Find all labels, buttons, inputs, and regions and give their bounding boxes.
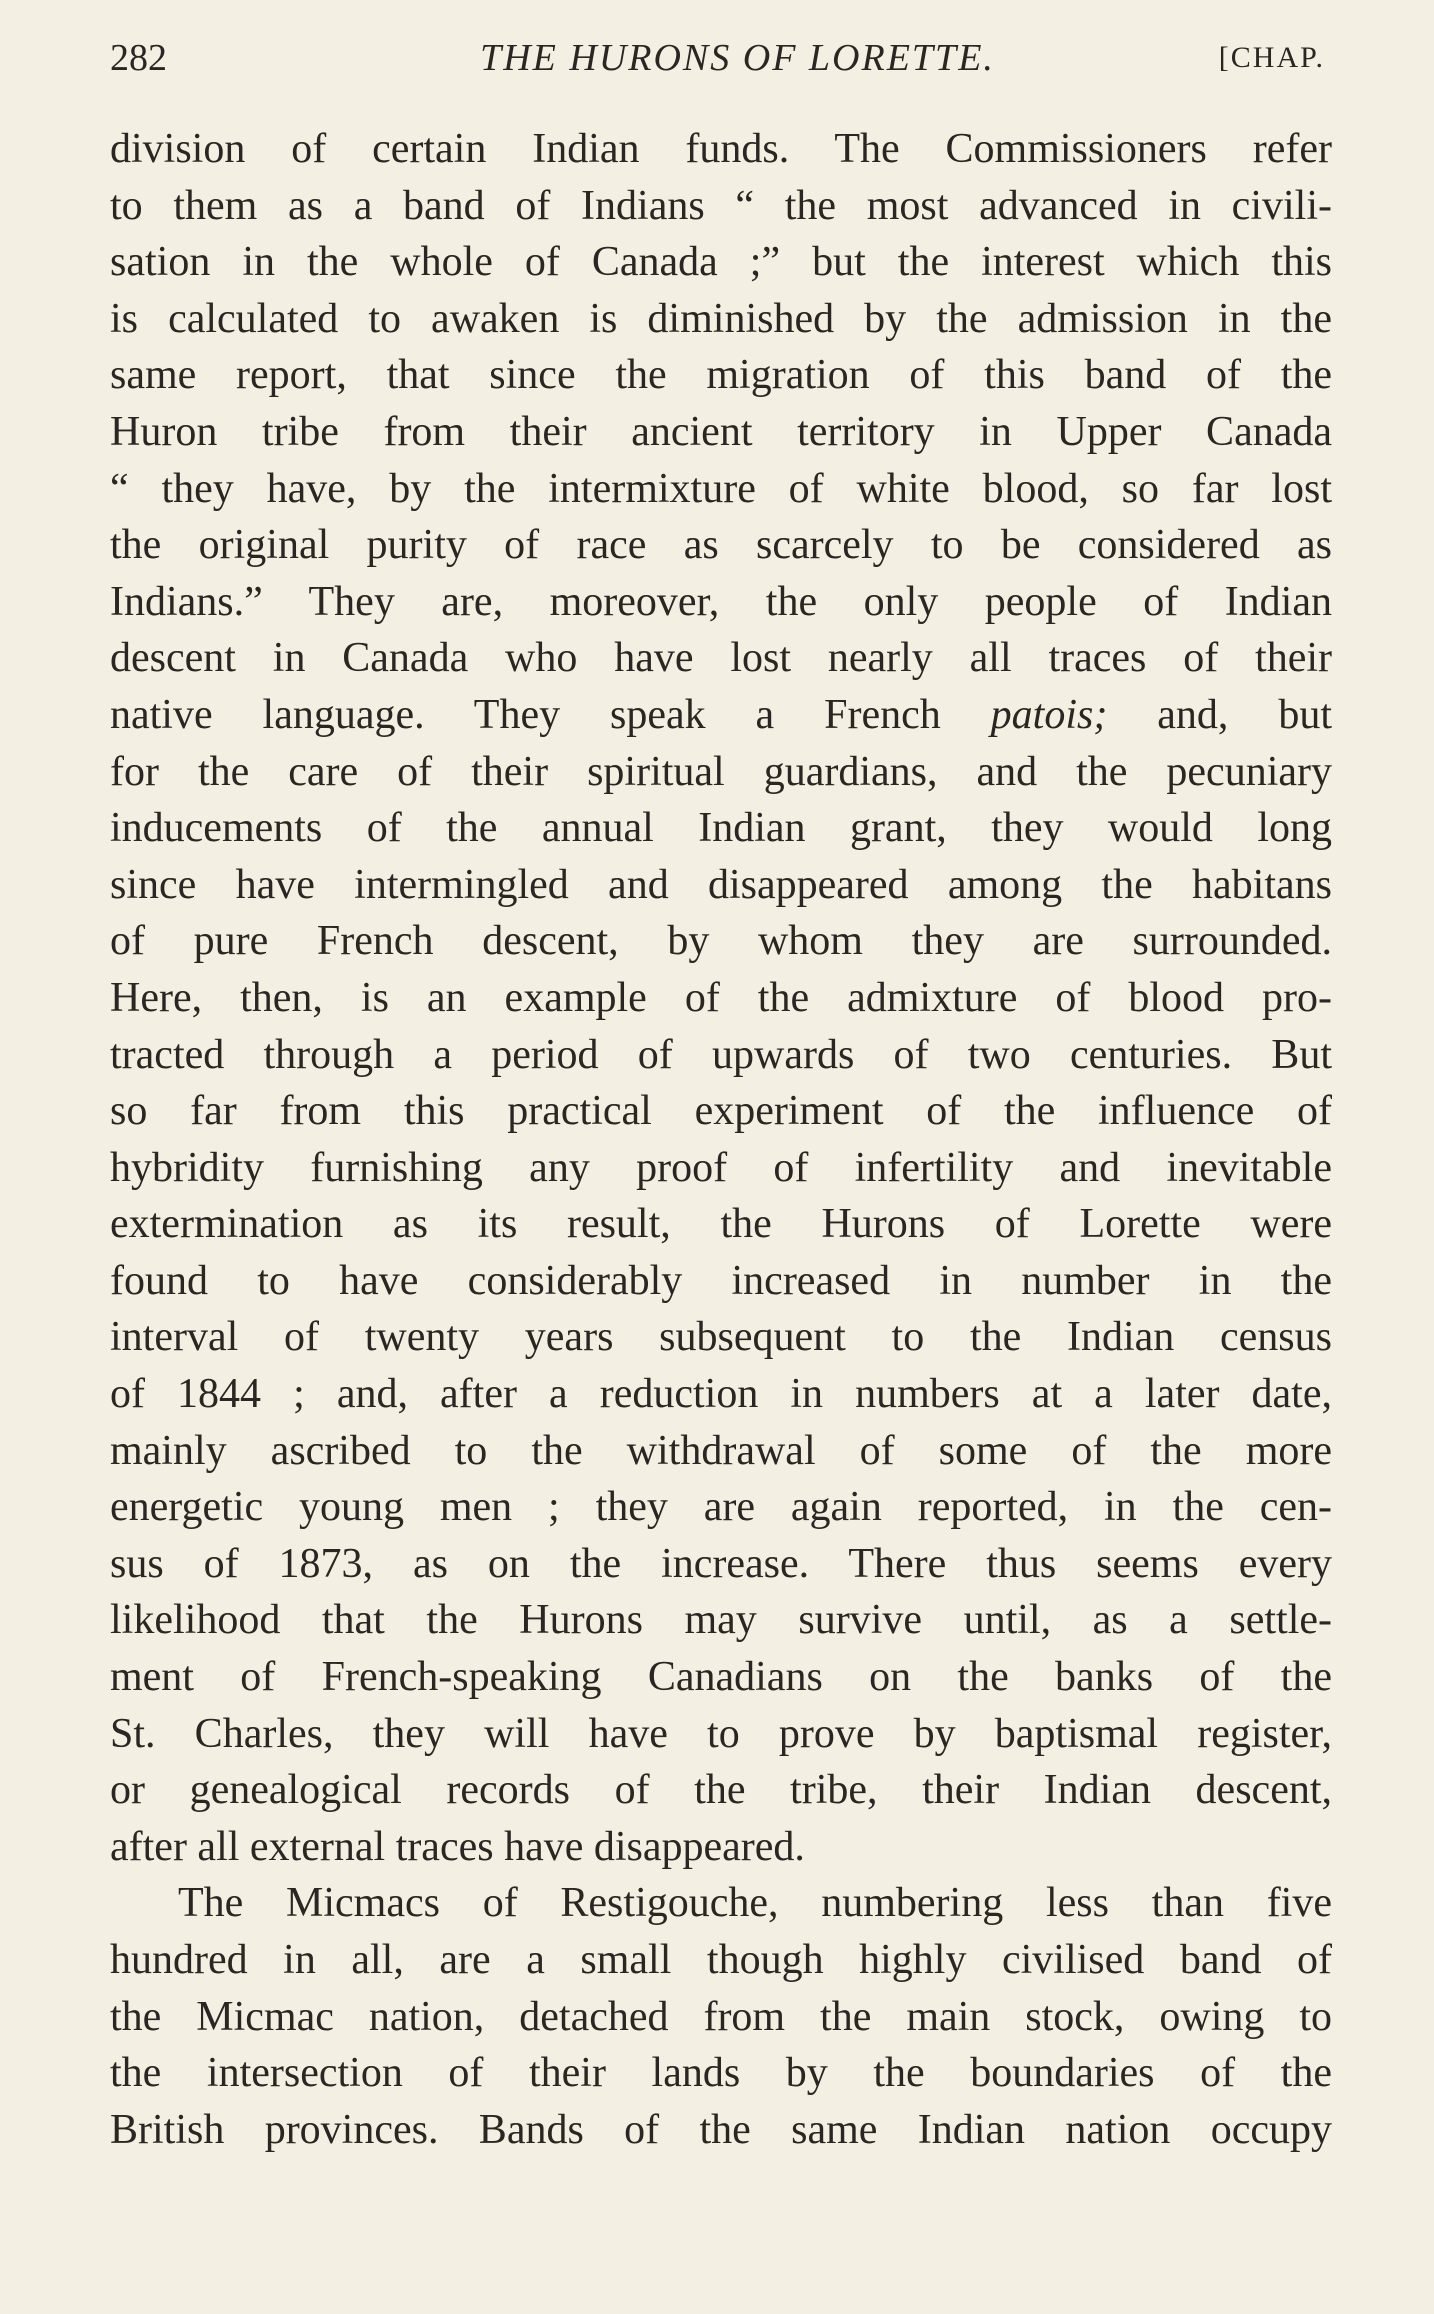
text-line: division of certain Indian funds. The Commissioners refer xyxy=(110,126,1332,172)
text-line: the original purity of race as scarcely to be considered as xyxy=(110,522,1332,569)
paragraph xyxy=(110,1875,1332,2158)
text-line: interval of twenty years subsequent to the Indian census xyxy=(110,1314,1332,1361)
text-line: hundred in all, are a small though highly civilised band of xyxy=(110,1937,1332,1983)
text-line: is calculated to awaken is diminished by the admission in the xyxy=(110,295,1332,342)
running-head xyxy=(110,28,1325,88)
text-line: found to have considerably increased in number in the xyxy=(110,1257,1332,1304)
body-text xyxy=(110,121,1332,2158)
text-line: native language. They speak a French patois; and, but xyxy=(110,691,1332,738)
text-line: to them as a band of Indians “ the most advanced in civili- xyxy=(110,182,1332,229)
text-line: same report, that since the migration of this band of the xyxy=(110,352,1332,399)
text-line: Huron tribe from their ancient territory in Upper Canada xyxy=(110,408,1332,455)
text-line: the Micmac nation, detached from the main stock, owing to xyxy=(110,1993,1332,2040)
text-line: energetic young men ; they are again reported, in the cen- xyxy=(110,1484,1332,1531)
text-line: after all external traces have disappeared. xyxy=(110,1823,805,1870)
paragraph xyxy=(110,121,1332,1875)
text-line: of 1844 ; and, after a reduction in numbers at a later date, xyxy=(110,1371,1332,1418)
text-line: mainly ascribed to the withdrawal of some of the more xyxy=(110,1427,1332,1474)
text-line: for the care of their spiritual guardians, and the pecuniary xyxy=(110,748,1332,795)
text-line: ment of French-speaking Canadians on the banks of the xyxy=(110,1654,1332,1701)
text-line: The Micmacs of Restigouche, numbering less than five xyxy=(178,1880,1332,1927)
italic-word: patois; xyxy=(990,691,1108,738)
text-line: or genealogical records of the tribe, their Indian descent, xyxy=(110,1767,1332,1814)
text-line: descent in Canada who have lost nearly all traces of their xyxy=(110,635,1332,682)
text-line: British provinces. Bands of the same Indian nation occupy xyxy=(110,2106,1332,2153)
text-line: the intersection of their lands by the boundaries of the xyxy=(110,2050,1332,2097)
text-line: sation in the whole of Canada ;” but the interest which this xyxy=(110,239,1332,286)
page-number: 282 xyxy=(110,37,167,79)
text-line: of pure French descent, by whom they are surrounded. xyxy=(110,918,1332,965)
text-line: since have intermingled and disappeared among the habitans xyxy=(110,861,1332,908)
text-line: so far from this practical experiment of the influence of xyxy=(110,1088,1332,1135)
text-line: extermination as its result, the Hurons of Lorette were xyxy=(110,1201,1332,1248)
text-line: sus of 1873, as on the increase. There thus seems every xyxy=(110,1540,1332,1587)
text-line: “ they have, by the intermixture of white blood, so far lost xyxy=(110,465,1332,512)
text-line: likelihood that the Hurons may survive until, as a settle- xyxy=(110,1597,1332,1644)
chapter-mark: [CHAP. xyxy=(1218,41,1325,74)
running-title: THE HURONS OF LORETTE. xyxy=(480,37,995,79)
text-line: Indians.” They are, moreover, the only people of Indian xyxy=(110,578,1332,625)
text-line: Here, then, is an example of the admixture of blood pro- xyxy=(110,974,1332,1021)
text-line: hybridity furnishing any proof of infertility and inevitable xyxy=(110,1144,1332,1191)
text-line: inducements of the annual Indian grant, they would long xyxy=(110,805,1332,852)
text-line: St. Charles, they will have to prove by baptismal register, xyxy=(110,1710,1332,1757)
text-line: tracted through a period of upwards of two centuries. But xyxy=(110,1031,1332,1078)
